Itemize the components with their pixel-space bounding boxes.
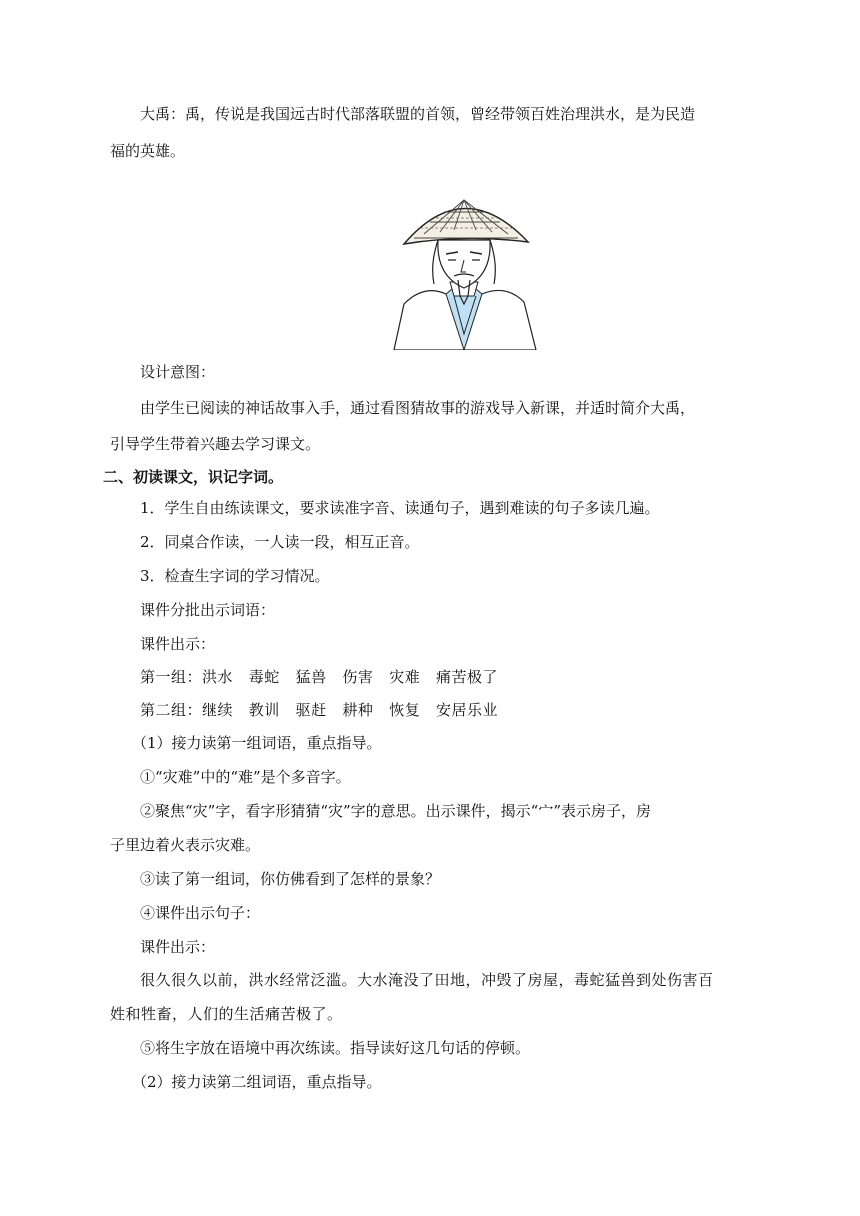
sentence-line-2: 姓和牲畜，人们的生活痛苦极了。 xyxy=(110,1005,343,1023)
intro-line-2: 福的英雄。 xyxy=(110,142,186,160)
point-3: ③读了第一组词，你仿佛看到了怎样的景象？ xyxy=(140,870,441,888)
word-group-2: 第二组：继续 教训 驱赶 耕种 恢复 安居乐业 xyxy=(140,701,499,719)
point-2-b: 子里边着火表示灾难。 xyxy=(110,836,261,854)
step-3: 3．检查生字词的学习情况。 xyxy=(140,567,330,585)
section-heading: 二、初读课文，识记字词。 xyxy=(103,468,284,486)
courseware-show-1: 课件出示： xyxy=(140,635,216,653)
word-group-1: 第一组：洪水 毒蛇 猛兽 伤害 灾难 痛苦极了 xyxy=(140,668,499,686)
design-text-1: 由学生已阅读的神话故事入手，通过看图猜故事的游戏导入新课，并适时简介大禹， xyxy=(140,399,696,417)
relay-read-2: （2）接力读第二组词语，重点指导。 xyxy=(132,1073,382,1091)
dayu-portrait-icon xyxy=(384,184,544,350)
step-2: 2．同桌合作读，一人读一段，相互正音。 xyxy=(140,533,420,551)
relay-read-1: （1）接力读第一组词语，重点指导。 xyxy=(132,734,382,752)
step-1: 1．学生自由练读课文，要求读准字音、读通句子，遇到难读的句子多读几遍。 xyxy=(140,499,660,517)
design-label: 设计意图： xyxy=(140,363,216,381)
intro-line-1: 大禹：禹，传说是我国远古时代部落联盟的首领，曾经带领百姓治理洪水，是为民造 xyxy=(140,105,696,123)
point-2-a: ②聚焦“灾”字，看字形猜猜“灾”字的意思。出示课件，揭示“宀”表示房子，房 xyxy=(140,802,652,820)
courseware-batch: 课件分批出示词语： xyxy=(140,601,276,619)
point-5: ⑤将生字放在语境中再次练读。指导读好这几句话的停顿。 xyxy=(140,1039,531,1057)
sentence-line-1: 很久很久以前，洪水经常泛滥。大水淹没了田地，冲毁了房屋，毒蛇猛兽到处伤害百 xyxy=(140,971,714,989)
design-text-2: 引导学生带着兴趣去学习课文。 xyxy=(110,435,321,453)
point-4: ④课件出示句子： xyxy=(140,904,261,922)
point-1: ①“灾难”中的“难”是个多音字。 xyxy=(140,768,351,786)
courseware-show-2: 课件出示： xyxy=(140,938,216,956)
